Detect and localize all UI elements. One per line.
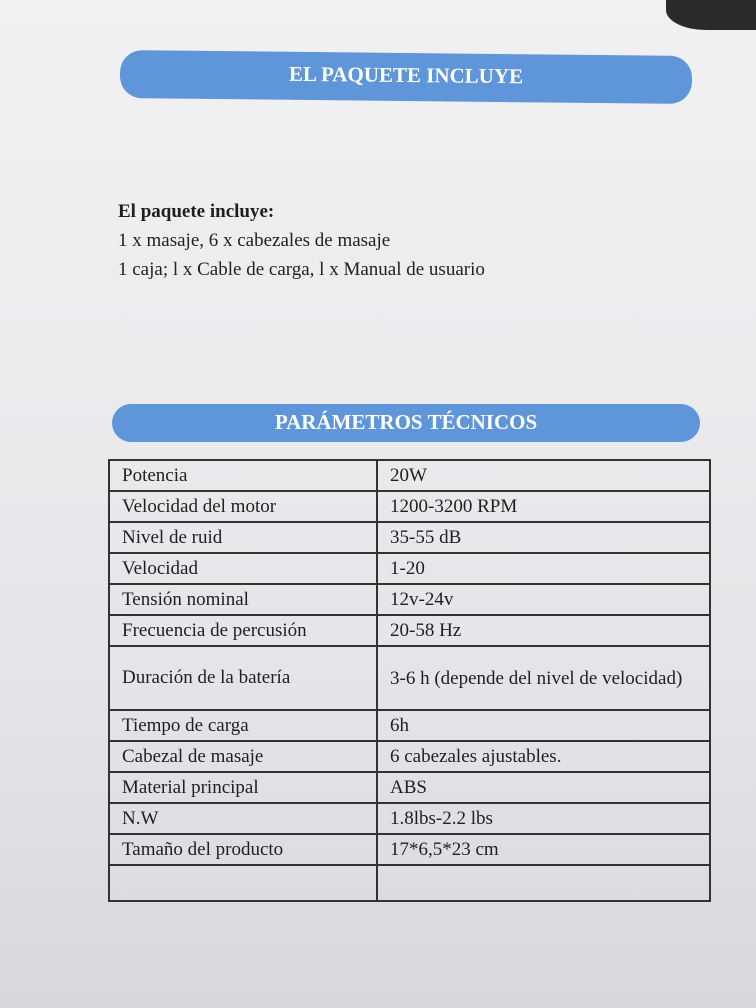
table-row — [109, 834, 710, 865]
table-row — [109, 584, 710, 615]
spec-label: Velocidad del motor — [109, 491, 377, 522]
spec-value: 20-58 Hz — [377, 615, 710, 646]
spec-label: Nivel de ruid — [109, 522, 377, 553]
spec-label: Cabezal de masaje — [109, 741, 377, 772]
package-line: 1 caja; l x Cable de carga, l x Manual de usuario — [118, 259, 485, 280]
spec-value: 1.8lbs-2.2 lbs — [377, 803, 710, 834]
spec-label: Frecuencia de percusión — [109, 615, 377, 646]
table-row — [109, 460, 710, 491]
table-row — [109, 803, 710, 834]
spec-label: Velocidad — [109, 553, 377, 584]
spec-label: Duración de la batería — [109, 646, 377, 710]
package-heading: El paquete incluye: — [118, 201, 275, 222]
empty-table-row — [109, 865, 710, 901]
spec-value: 12v-24v — [377, 584, 710, 615]
spec-value: 17*6,5*23 cm — [377, 834, 710, 865]
empty-cell — [109, 865, 377, 901]
table-row — [109, 710, 710, 741]
spec-label: Potencia — [109, 460, 377, 491]
table-row — [109, 646, 710, 710]
package-contents — [118, 197, 485, 284]
spec-value: ABS — [377, 772, 710, 803]
table-row — [109, 741, 710, 772]
spec-label: Tamaño del producto — [109, 834, 377, 865]
dark-corner-object — [666, 0, 756, 30]
technical-parameters-banner: PARÁMETROS TÉCNICOS — [112, 404, 700, 442]
spec-label: Material principal — [109, 772, 377, 803]
specs-table — [108, 459, 711, 902]
spec-value: 1200-3200 RPM — [377, 491, 710, 522]
empty-cell — [377, 865, 710, 901]
table-row — [109, 615, 710, 646]
package-line: 1 x masaje, 6 x cabezales de masaje — [118, 230, 391, 251]
package-banner: EL PAQUETE INCLUYE — [120, 50, 692, 104]
spec-value: 35-55 dB — [377, 522, 710, 553]
table-row — [109, 553, 710, 584]
table-row — [109, 522, 710, 553]
spec-value: 6h — [377, 710, 710, 741]
spec-label: Tensión nominal — [109, 584, 377, 615]
spec-value: 3-6 h (depende del nivel de velocidad) — [377, 646, 710, 710]
spec-label: N.W — [109, 803, 377, 834]
spec-label: Tiempo de carga — [109, 710, 377, 741]
spec-value: 20W — [377, 460, 710, 491]
table-row — [109, 491, 710, 522]
spec-value: 6 cabezales ajustables. — [377, 741, 710, 772]
table-row — [109, 772, 710, 803]
spec-value: 1-20 — [377, 553, 710, 584]
